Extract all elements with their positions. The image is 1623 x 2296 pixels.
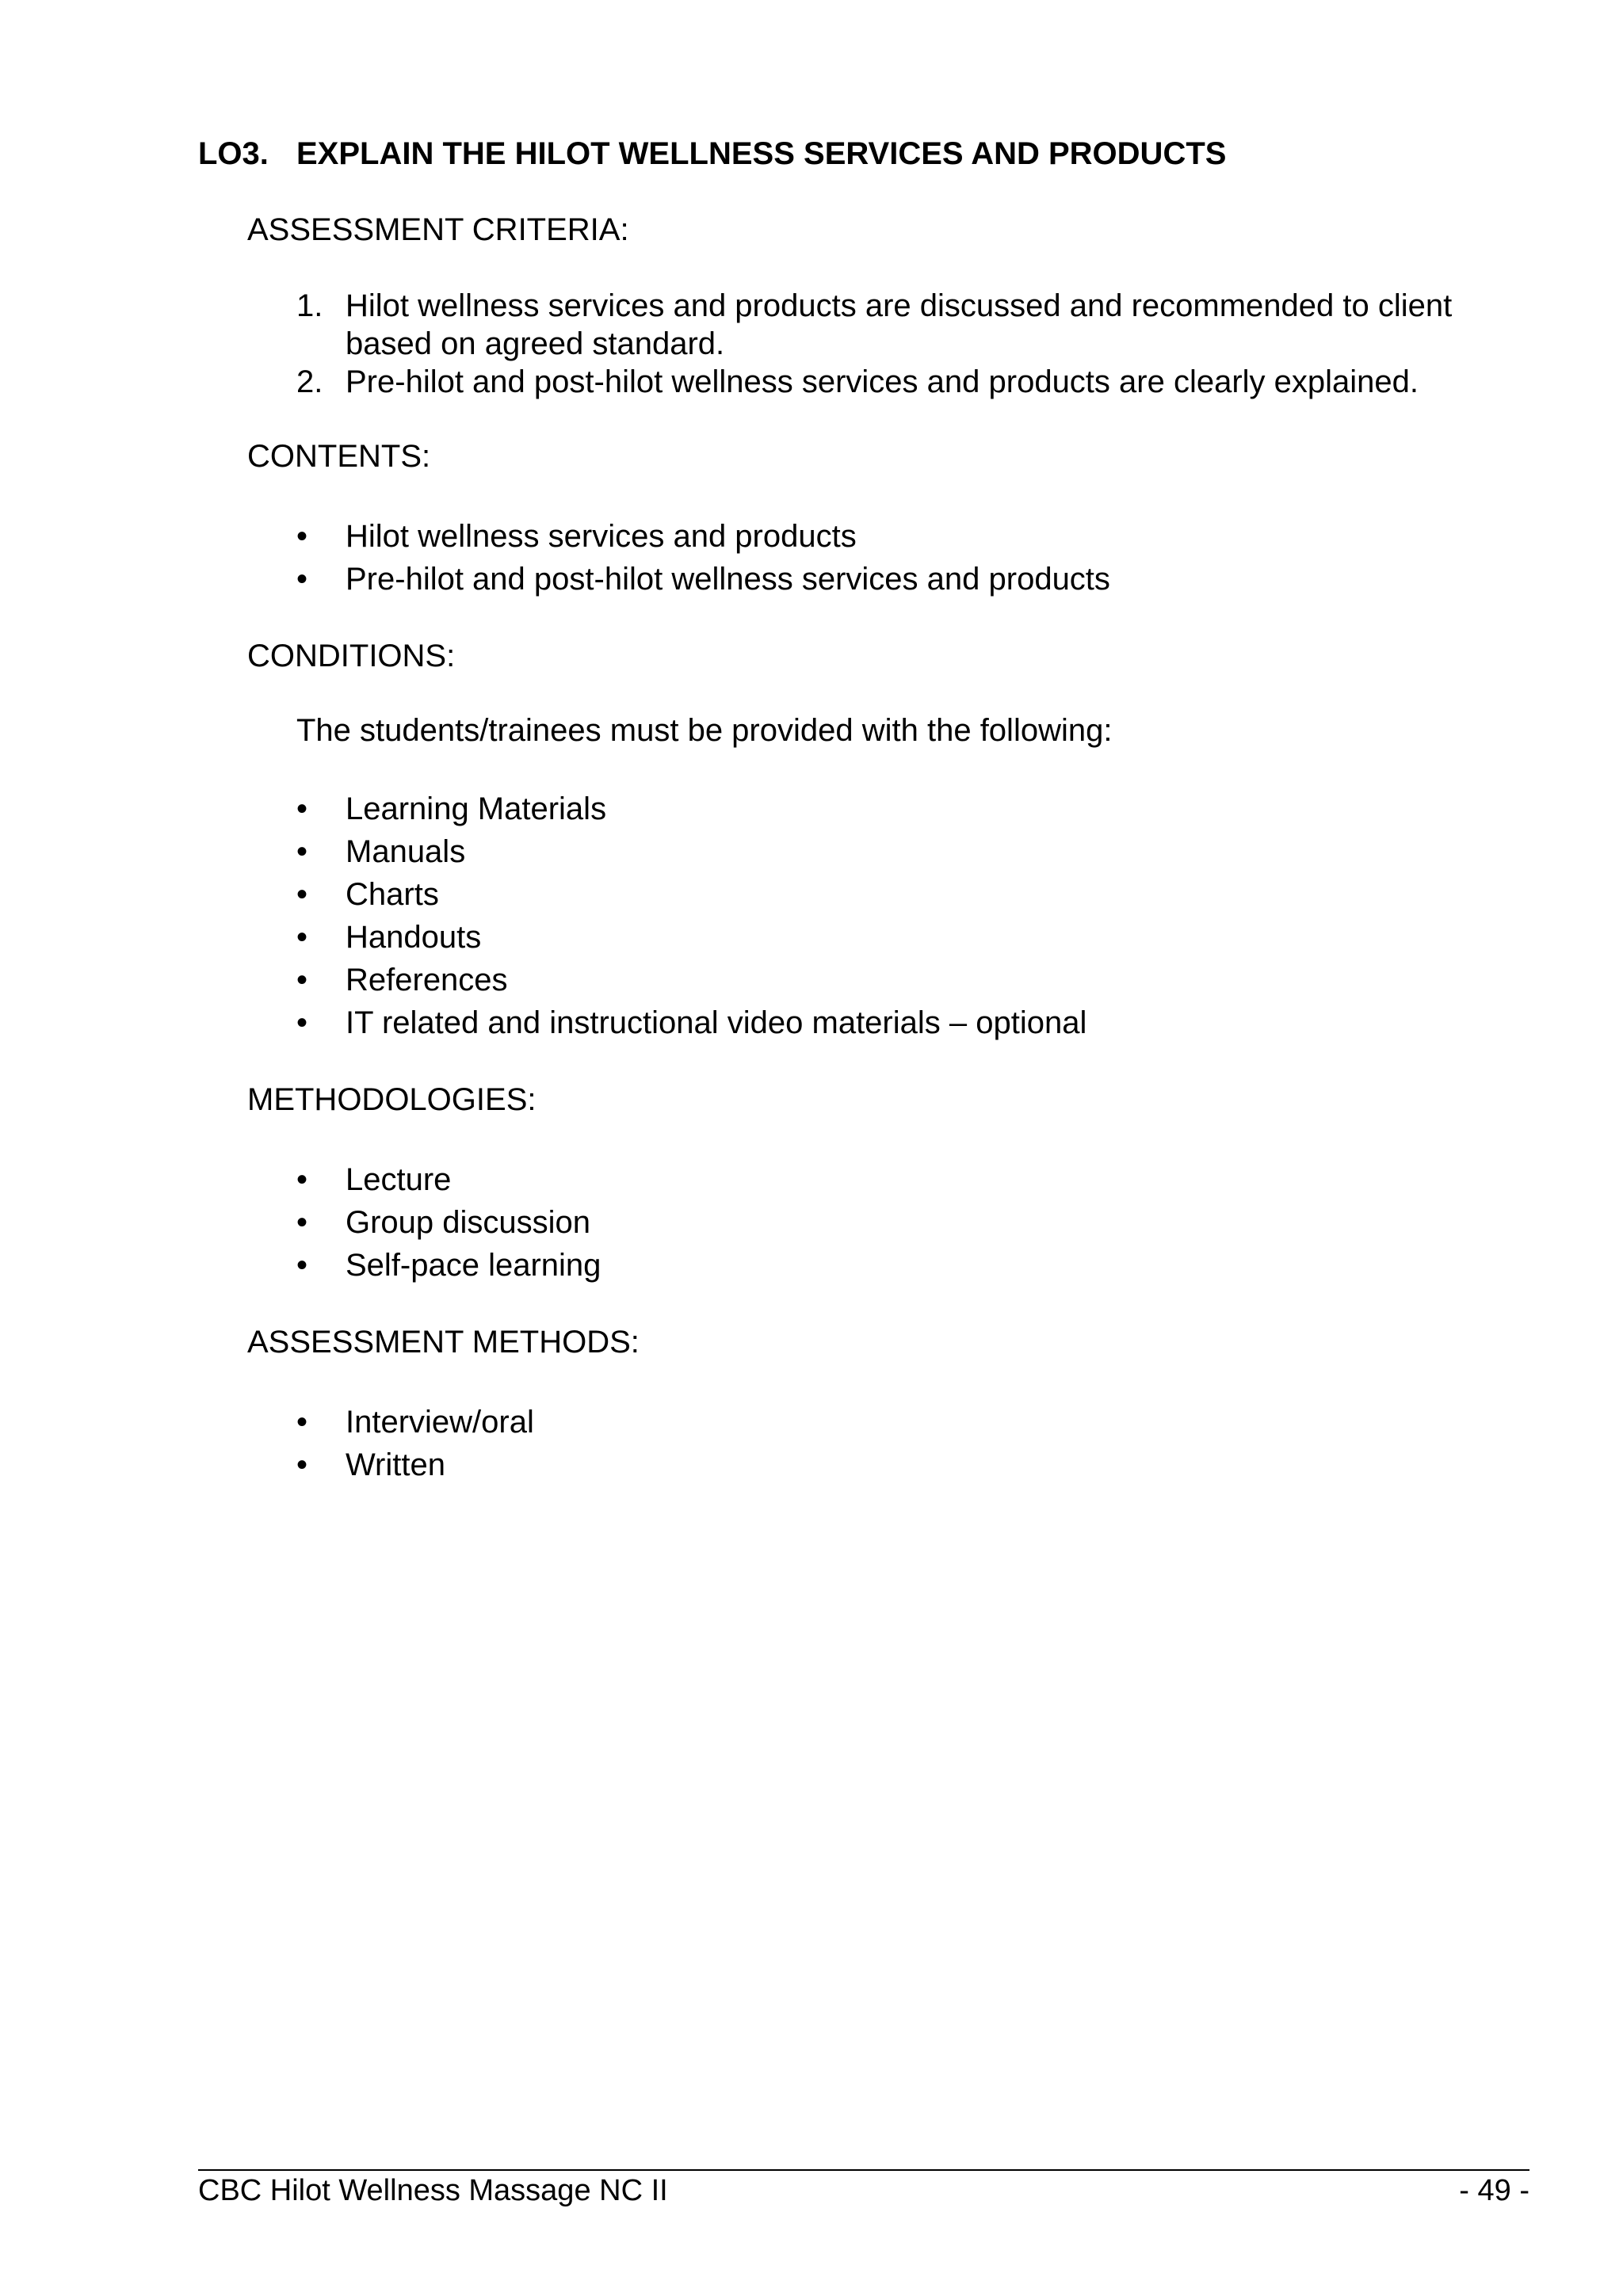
conditions-list xyxy=(296,788,1086,1044)
bullet-icon: • xyxy=(296,519,308,554)
list-item-text: Hilot wellness services and products are discussed and recommended to client xyxy=(346,288,1453,323)
list-item xyxy=(296,916,1086,959)
list-item xyxy=(296,830,1086,873)
bullet-icon: • xyxy=(296,1447,308,1482)
learning-outcome-heading xyxy=(198,136,1226,172)
list-item-text: Handouts xyxy=(346,920,482,955)
bullet-icon: • xyxy=(296,963,308,997)
methodologies-list xyxy=(296,1158,601,1287)
list-item-text: based on agreed standard. xyxy=(346,326,725,361)
list-item-text: References xyxy=(346,963,508,997)
list-item-text: Written xyxy=(346,1447,445,1482)
list-item xyxy=(296,788,1086,830)
list-item-text: Learning Materials xyxy=(346,791,607,826)
list-item-text: Charts xyxy=(346,877,439,912)
list-item xyxy=(296,515,1110,558)
list-item-text: Manuals xyxy=(346,834,466,869)
list-item-text: Lecture xyxy=(346,1162,452,1197)
bullet-icon: • xyxy=(296,562,308,597)
methodologies-title: METHODOLOGIES: xyxy=(247,1082,537,1117)
list-item xyxy=(296,1001,1086,1044)
list-item xyxy=(296,1201,601,1244)
list-item xyxy=(296,558,1110,601)
bullet-icon: • xyxy=(296,1005,308,1040)
contents-list xyxy=(296,515,1110,601)
assessment-methods-list xyxy=(296,1401,534,1486)
assessment-methods-title: ASSESSMENT METHODS: xyxy=(247,1325,640,1360)
bullet-icon: • xyxy=(296,1248,308,1283)
bullet-icon: • xyxy=(296,1205,308,1240)
list-item-text: Interview/oral xyxy=(346,1405,534,1440)
list-item xyxy=(296,363,1452,401)
bullet-icon: • xyxy=(296,834,308,869)
bullet-icon: • xyxy=(296,877,308,912)
learning-outcome-number: LO3. xyxy=(198,136,269,171)
bullet-icon: • xyxy=(296,1162,308,1197)
list-item-text: Group discussion xyxy=(346,1205,591,1240)
list-number: 2. xyxy=(296,364,323,399)
list-number: 1. xyxy=(296,288,323,323)
list-item xyxy=(296,287,1452,363)
conditions-title: CONDITIONS: xyxy=(247,639,456,673)
list-item-text: Pre-hilot and post-hilot wellness services and products are clearly explained. xyxy=(346,364,1419,399)
learning-outcome-title: EXPLAIN THE HILOT WELLNESS SERVICES AND PRODUCTS xyxy=(296,136,1227,171)
list-item-text: IT related and instructional video materials – optional xyxy=(346,1005,1087,1040)
list-item xyxy=(296,1444,534,1486)
contents-title: CONTENTS: xyxy=(247,439,431,474)
list-item xyxy=(296,1244,601,1287)
list-item xyxy=(296,873,1086,916)
list-item-text: Pre-hilot and post-hilot wellness services and products xyxy=(346,562,1110,597)
list-item xyxy=(296,1401,534,1444)
bullet-icon: • xyxy=(296,920,308,955)
page-number: - 49 - xyxy=(1459,2174,1529,2207)
list-item xyxy=(296,959,1086,1001)
list-item-text: Self-pace learning xyxy=(346,1248,601,1283)
footer-document-title: CBC Hilot Wellness Massage NC II xyxy=(198,2174,668,2207)
footer-divider xyxy=(198,2169,1529,2171)
list-item xyxy=(296,1158,601,1201)
conditions-intro: The students/trainees must be provided with the following: xyxy=(296,713,1113,748)
assessment-criteria-list xyxy=(296,287,1452,401)
bullet-icon: • xyxy=(296,1405,308,1440)
bullet-icon: • xyxy=(296,791,308,826)
assessment-criteria-title: ASSESSMENT CRITERIA: xyxy=(247,212,629,247)
list-item-text: Hilot wellness services and products xyxy=(346,519,857,554)
